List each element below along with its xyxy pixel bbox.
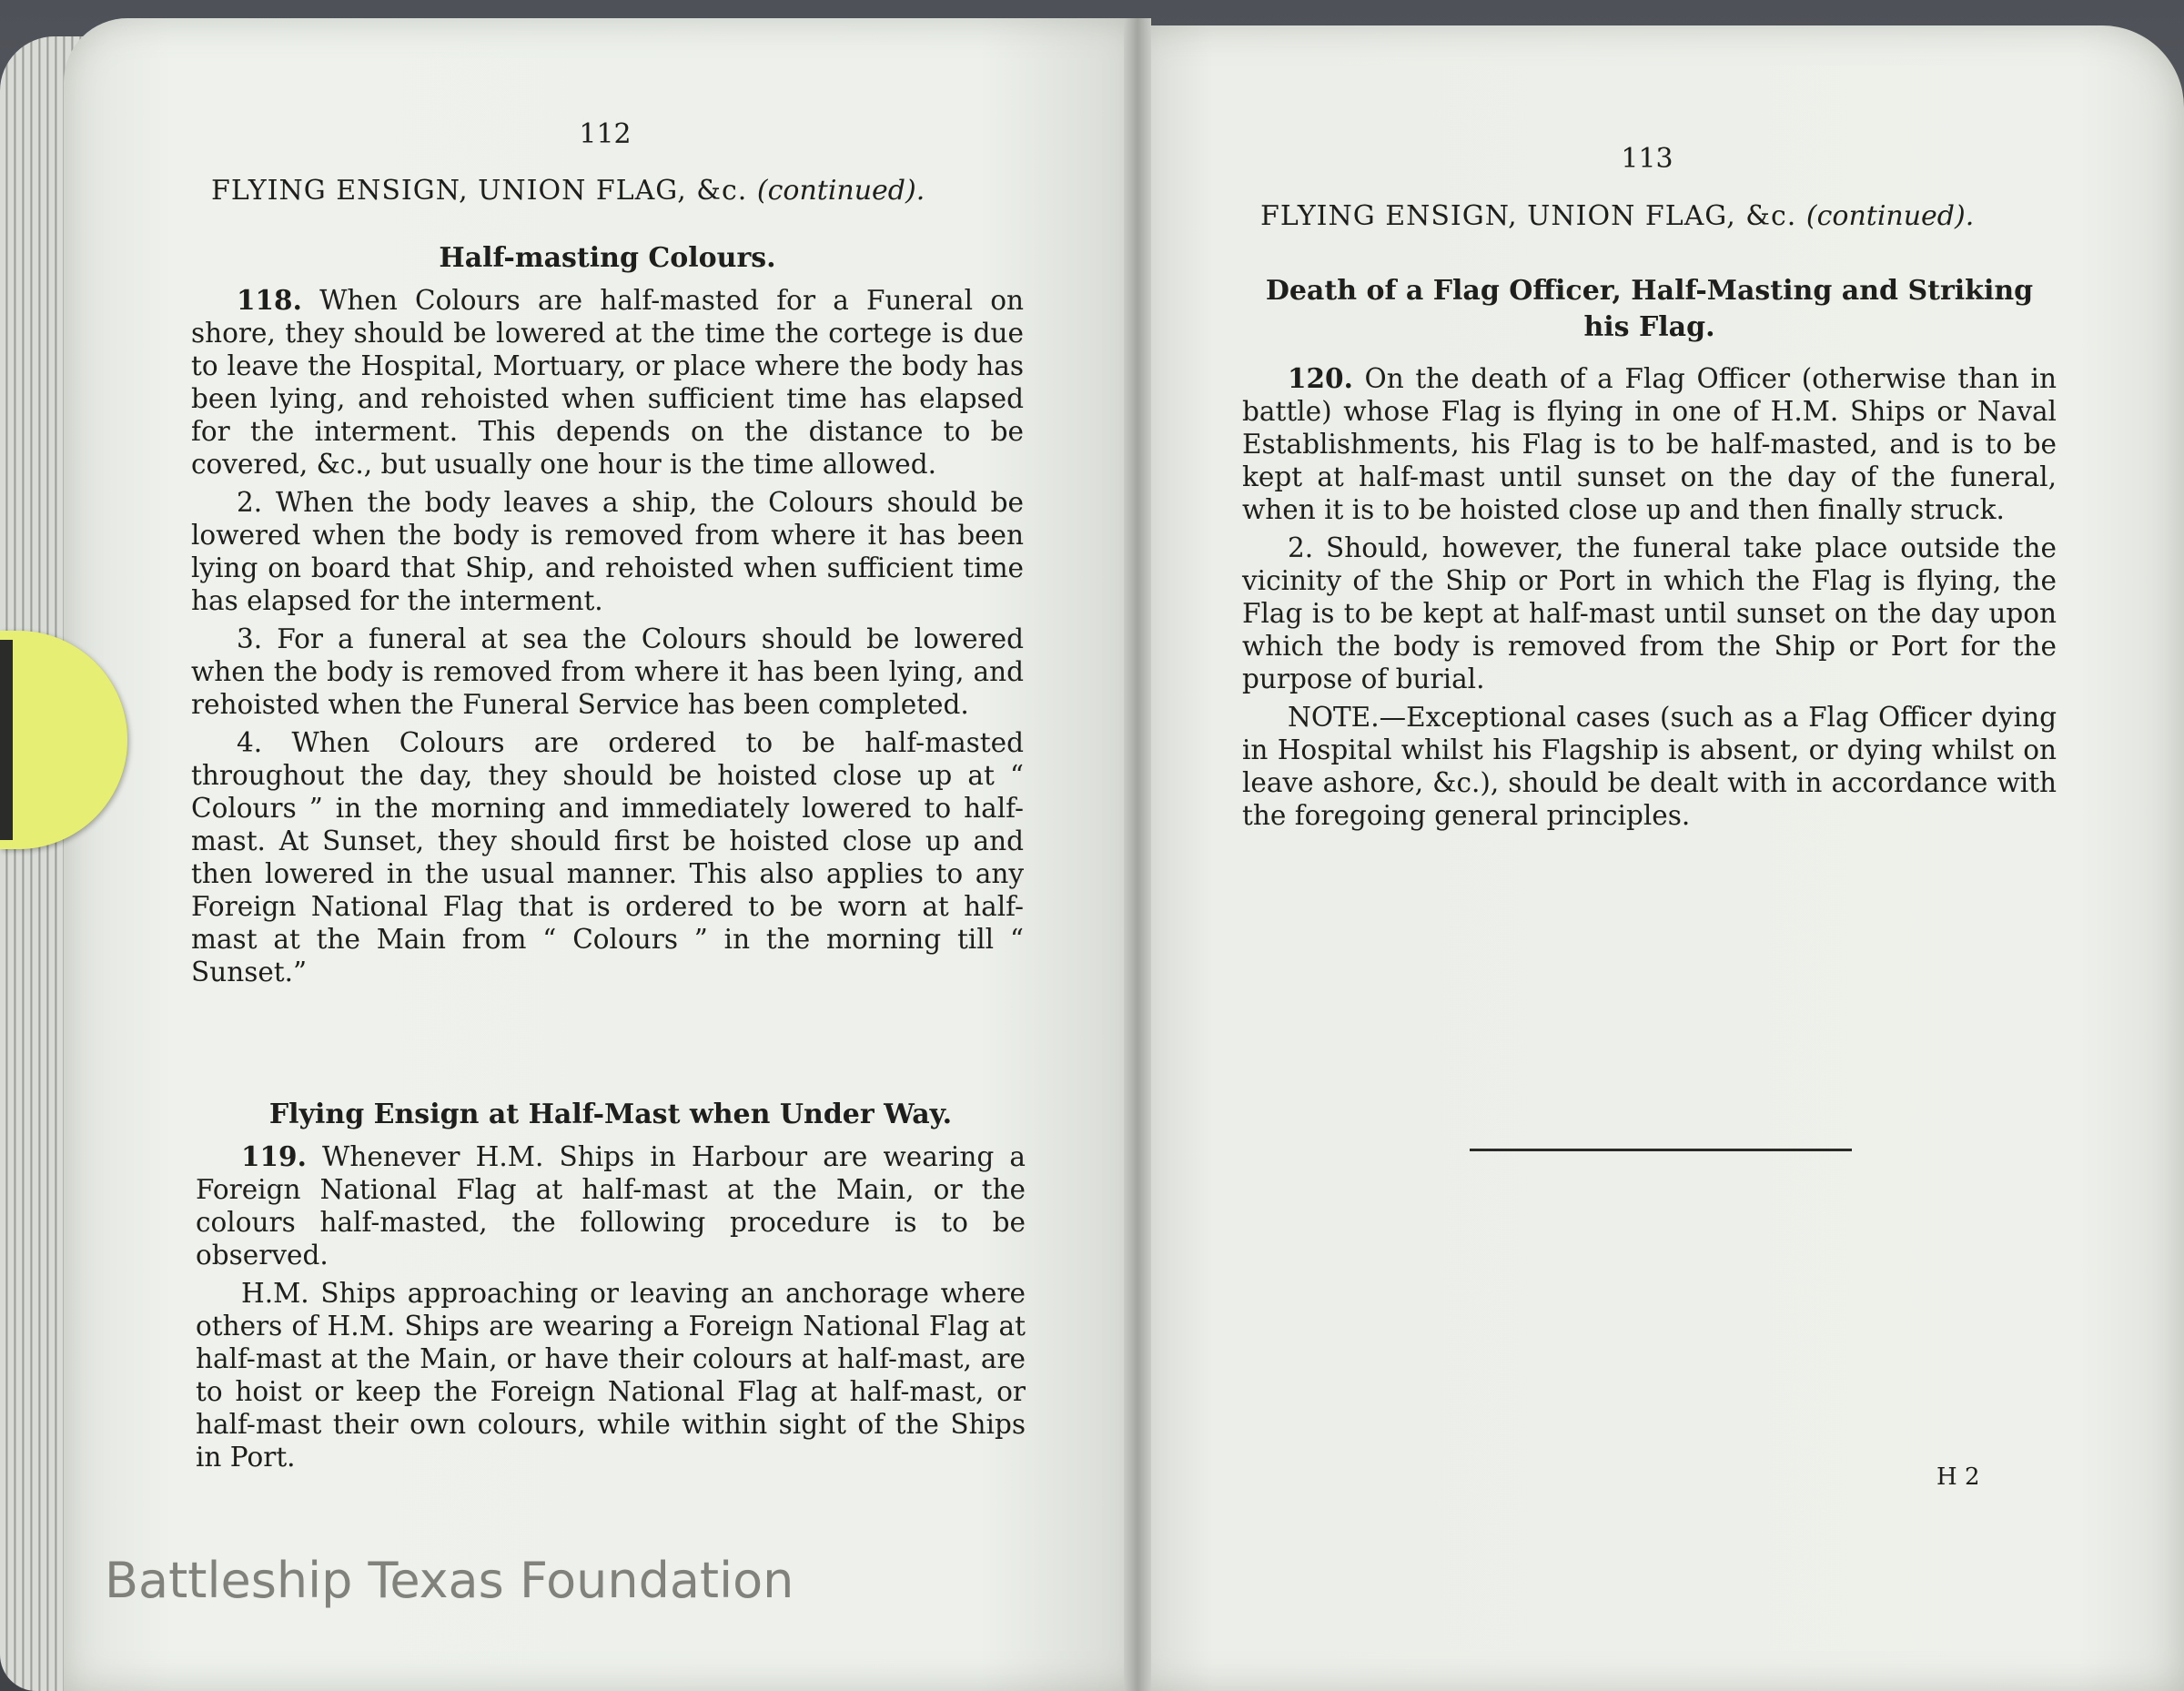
right-running-head-title: FLYING ENSIGN, UNION FLAG, &c.	[1260, 200, 1797, 232]
left-running-head-suffix: (continued).	[756, 175, 925, 207]
section-heading-half-masting: Half-masting Colours.	[439, 242, 776, 274]
left-running-head	[211, 175, 925, 207]
paragraph-number: 118.	[237, 284, 302, 316]
section-heading-under-way: Flying Ensign at Half-Mast when Under Way.	[268, 1099, 953, 1130]
paragraph-118	[191, 284, 1024, 481]
paragraph-119	[196, 1140, 1026, 1271]
right-running-head	[1260, 200, 1974, 232]
end-rule	[1470, 1149, 1852, 1151]
right-page-number: 113	[1621, 143, 1673, 175]
book-gutter	[1124, 18, 1151, 1691]
signature-mark: H 2	[1936, 1463, 1980, 1491]
paragraph-120	[1242, 362, 2057, 526]
paragraph-number: 119.	[241, 1140, 307, 1172]
left-page-number: 112	[579, 118, 632, 150]
section-heading-death-flag-officer: Death of a Flag Officer, Half-Masting and Striking his Flag.	[1265, 275, 2034, 343]
paragraph-number: 120.	[1288, 362, 1353, 394]
paragraph-text: Whenever H.M. Ships in Harbour are wearing a Foreign National Flag at half-mast at the Main, or the colours half-masted, the following procedure is to be observed.	[196, 1141, 1026, 1271]
paragraph-118-2: 2. When the body leaves a ship, the Colours should be lowered when the body is removed from where it has been lying on board that Ship, and rehoisted when sufficient time has elapsed for the interment.	[191, 487, 1024, 616]
paragraph-text: When Colours are half-masted for a Funeral on shore, they should be lowered at the time the cortege is due to leave the Hospital, Mortuary, or place where the body has been lying, and rehoisted when sufficient time has elapsed for the interment. This depends on the distance to be covered, &c., but usually one hour is the time allowed.	[191, 285, 1024, 480]
left-running-head-title: FLYING ENSIGN, UNION FLAG, &c.	[211, 175, 748, 207]
note-paragraph: NOTE.—Exceptional cases (such as a Flag Officer dying in Hospital whilst his Flagship is absent, or dying whilst on leave ashore, &c.), should be dealt with in accordance with the foregoing general principles.	[1242, 702, 2057, 831]
paragraph-119-2: H.M. Ships approaching or leaving an anchorage where others of H.M. Ships are wearing a Foreign National Flag at half-mast at the Main, or have their colours at half-mast, are to hoist or keep the Foreign National Flag at half-mast, or half-mast their own colours, while within sight of the Ships in Port.	[196, 1278, 1026, 1473]
paragraph-text: On the death of a Flag Officer (otherwise than in battle) whose Flag is flying in one of H.M. Ships or Naval Establishments, his Flag is to be half-masted, and is to be kept at half-mast until sunset on the day of the funeral, when it is to be hoisted close up and then finally struck.	[1242, 363, 2057, 525]
paragraph-118-3: 3. For a funeral at sea the Colours should be lowered when the body is removed from where it has been lying, and rehoisted when the Funeral Service has been completed.	[191, 623, 1024, 720]
paragraph-120-2: 2. Should, however, the funeral take place outside the vicinity of the Ship or Port in which the Flag is flying, the Flag is to be kept at half-mast until sunset on the day upon which the body is removed from the Ship or Port for the purpose of burial.	[1242, 532, 2057, 694]
right-running-head-suffix: (continued).	[1805, 200, 1975, 232]
left-column-top	[191, 240, 1024, 994]
watermark: Battleship Texas Foundation	[105, 1552, 794, 1609]
left-column-bottom	[196, 1097, 1026, 1479]
paragraph-118-4: 4. When Colours are ordered to be half-masted throughout the day, they should be hoisted close up at “ Colours ” in the morning and immediately lowered to half-mast. At Sunset, they should first be hoisted close up and then lowered in the usual manner. This also applies to any Foreign National Flag that is ordered to be worn at half-mast at the Main from “ Colours ” in the morning till “ Sunset.”	[191, 727, 1024, 987]
right-column	[1242, 273, 2057, 837]
